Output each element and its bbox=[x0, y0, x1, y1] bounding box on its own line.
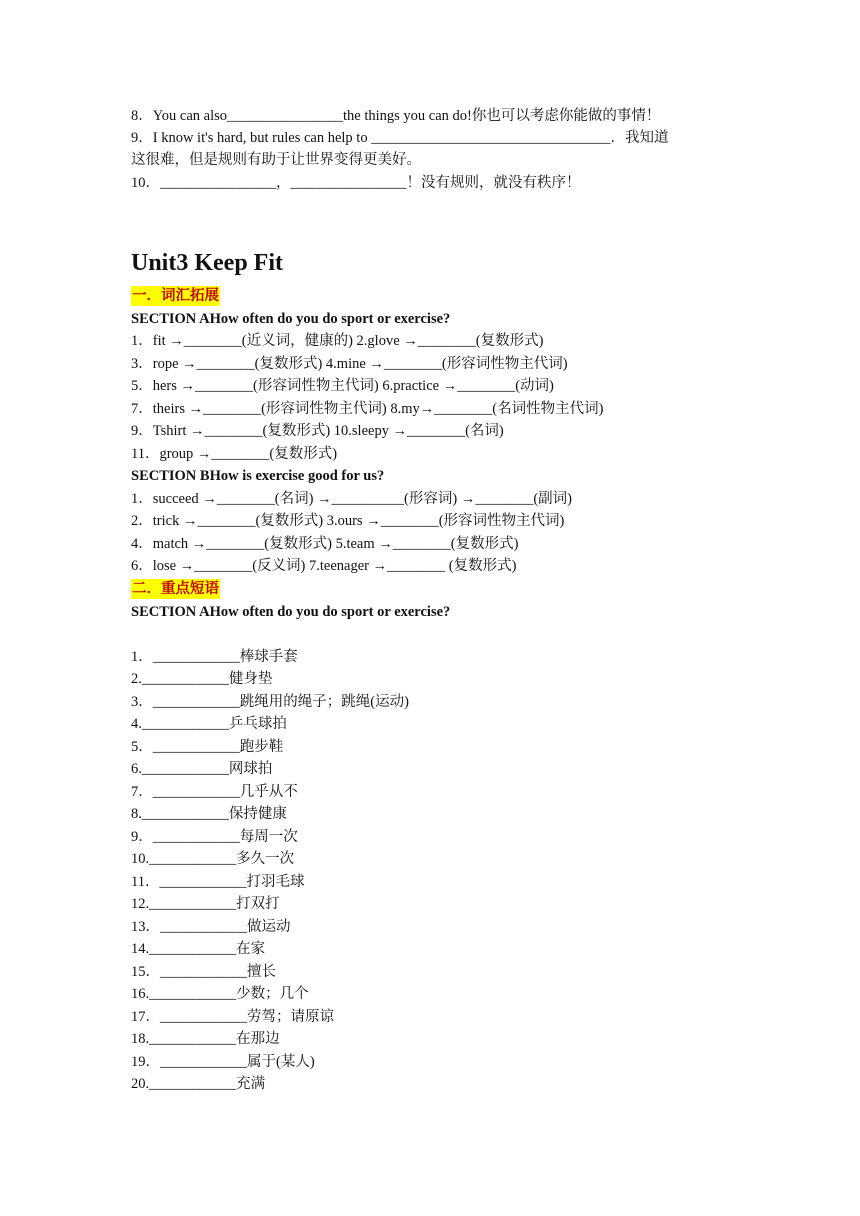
vocab-item: 4．match →________(复数形式) 5.team →________(复数形式) bbox=[131, 536, 519, 552]
phrase-item: 1．____________棒球手套 bbox=[131, 649, 298, 665]
section-heading-phrases: 二．重点短语 bbox=[132, 581, 219, 597]
phrase-item: 2.____________健身垫 bbox=[131, 671, 273, 687]
phrase-item: 12.____________打双打 bbox=[131, 896, 280, 912]
phrase-item: 10.____________多久一次 bbox=[131, 851, 295, 867]
phrase-item: 17．____________劳驾；请原谅 bbox=[131, 1009, 334, 1025]
phrase-item: 14.____________在家 bbox=[131, 941, 266, 957]
phrase-item: 5．____________跑步鞋 bbox=[131, 739, 284, 755]
vocab-item: 1．fit →________(近义词，健康的) 2.glove →________(复数形式) bbox=[131, 333, 544, 349]
phrase-item: 16.____________少数；几个 bbox=[131, 986, 309, 1002]
vocab-item: 9．Tshirt →________(复数形式) 10.sleepy →________(名词) bbox=[131, 423, 504, 439]
phrase-item: 13．____________做运动 bbox=[131, 919, 291, 935]
phrase-item: 7．____________几乎从不 bbox=[131, 784, 298, 800]
phrase-item: 9．____________每周一次 bbox=[131, 829, 298, 845]
phrase-item: 6.____________网球拍 bbox=[131, 761, 273, 777]
vocab-item: 5．hers →________(形容词性物主代词) 6.practice →________(动词) bbox=[131, 378, 554, 394]
section-a-subheading: SECTION AHow often do you do sport or exercise? bbox=[131, 311, 451, 327]
exercise-line-10: 10．________________，________________！没有规则，就没有秩序！ bbox=[131, 175, 581, 191]
phrase-item: 8.____________保持健康 bbox=[131, 806, 287, 822]
section-b-subheading: SECTION BHow is exercise good for us? bbox=[131, 468, 385, 484]
exercise-line-9: 9．I know it's hard, but rules can help to _________________________________．我知道 bbox=[131, 130, 669, 146]
phrase-item: 4.____________乒乓球拍 bbox=[131, 716, 287, 732]
section-heading-vocabulary: 一．词汇拓展 bbox=[132, 288, 219, 304]
phrase-item: 11．____________打羽毛球 bbox=[131, 874, 305, 890]
vocab-item: 7．theirs →________(形容词性物主代词) 8.my→________(名词性物主代词) bbox=[131, 401, 604, 417]
phrase-item: 15．____________擅长 bbox=[131, 964, 276, 980]
unit-title: Unit3 Keep Fit bbox=[131, 250, 283, 276]
exercise-line-9-continued: 这很难，但是规则有助于让世界变得更美好。 bbox=[131, 152, 421, 168]
phrase-item: 18.____________在那边 bbox=[131, 1031, 280, 1047]
vocab-item: 2．trick →________(复数形式) 3.ours →________(形容词性物主代词) bbox=[131, 513, 565, 529]
vocab-item: 3．rope →________(复数形式) 4.mine →________(形容词性物主代词) bbox=[131, 356, 568, 372]
phrase-item: 19．____________属于(某人) bbox=[131, 1054, 315, 1070]
phrase-item: 3．____________跳绳用的绳子；跳绳(运动) bbox=[131, 694, 409, 710]
vocab-item: 6．lose →________(反义词) 7.teenager →________ (复数形式) bbox=[131, 558, 517, 574]
phrase-item: 20.____________充满 bbox=[131, 1076, 266, 1092]
phrases-section-a-subheading: SECTION AHow often do you do sport or exercise? bbox=[131, 604, 451, 620]
exercise-line-8: 8．You can also________________the things you can do!你也可以考虑你能做的事情！ bbox=[131, 108, 661, 124]
vocab-item: 1．succeed →________(名词) →__________(形容词) →________(副词) bbox=[131, 491, 572, 507]
vocab-item: 11．group →________(复数形式) bbox=[131, 446, 338, 462]
